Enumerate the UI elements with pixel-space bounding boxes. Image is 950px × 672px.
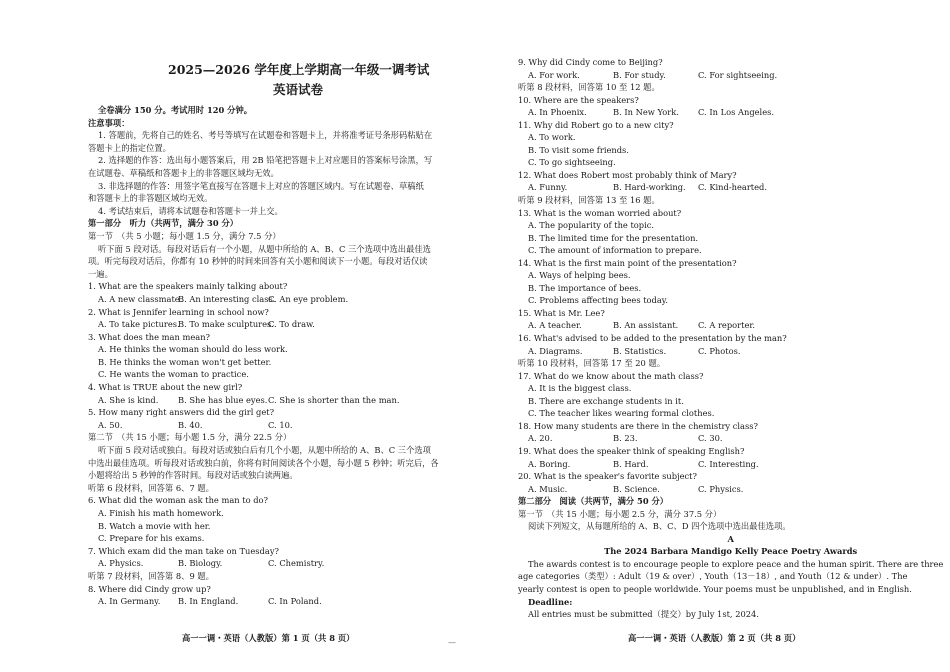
answer-option: C. In Los Angeles.	[698, 107, 775, 118]
text-line: 第二部分 阅读（共两节，满分 50 分）	[518, 496, 669, 507]
text-line: A. To work.	[528, 132, 576, 143]
text-line: 听第 7 段材料，回答第 8、9 题。	[88, 570, 214, 581]
answer-option: C. Physics.	[698, 483, 744, 494]
text-line: The 2024 Barbara Mandigo Kelly Peace Poetry Awards	[604, 546, 858, 557]
text-line: 在试题卷、草稿纸和答题卡上的非答题区域均无效。	[88, 167, 279, 178]
answer-option: A. For work.	[528, 69, 580, 80]
text-line: 第一节 （共 5 小题；每小题 1.5 分，满分 7.5 分）	[88, 230, 281, 241]
answer-options	[518, 181, 943, 194]
text-line: 听第 8 段材料，回答第 10 至 12 题。	[518, 82, 660, 93]
answer-options	[518, 432, 943, 445]
text-line: 16. What's advised to be added to the presentation by the man?	[518, 333, 787, 344]
answer-option: C. Photos.	[698, 345, 741, 356]
text-line: 13. What is the woman worried about?	[518, 207, 682, 218]
text-line: 一遍。	[88, 268, 113, 279]
divider-mark: —	[448, 638, 456, 647]
text-line: 7. Which exam did the man take on Tuesday?	[88, 545, 279, 556]
answer-options	[518, 69, 943, 82]
answer-option: C. An eye problem.	[268, 293, 349, 304]
answer-option: A. A new classmate.	[98, 293, 183, 304]
answer-option: A. Physics.	[98, 558, 144, 569]
text-line: 18. How many students are there in the chemistry class?	[518, 420, 758, 431]
answer-option: C. She is shorter than the man.	[268, 394, 400, 405]
answer-option: A. In Phoenix.	[528, 107, 587, 118]
text-line: 阅读下列短文，从每题所给的 A、B、C、D 四个选项中选出最佳选项。	[528, 521, 791, 532]
text-line: 第一节 （共 15 小题；每小题 2.5 分，满分 37.5 分）	[518, 508, 722, 519]
answer-option: C. To draw.	[268, 319, 315, 330]
text-line: 2. 选择题的作答：选出每小题答案后，用 2B 铅笔把答题卡上对应题目的答案标号涂黑，写	[98, 155, 433, 166]
page-1-footer: 高一一调・英语（人教版）第 1 页（共 8 页）	[182, 633, 355, 643]
answer-option: C. 10.	[268, 419, 293, 430]
answer-option: C. In Poland.	[268, 596, 322, 607]
text-line: 11. Why did Robert go to a new city?	[518, 119, 674, 130]
answer-options	[88, 557, 439, 570]
answer-option: B. An interesting class.	[178, 293, 276, 304]
text-line: 8. Where did Cindy grow up?	[88, 583, 211, 594]
text-line: B. There are exchange students in it.	[528, 395, 684, 406]
answer-option: A. She is kind.	[98, 394, 159, 405]
answer-option: B. 40.	[178, 419, 203, 430]
exam-subtitle: 英语试卷	[272, 82, 323, 97]
text-line: C. The amount of information to prepare.	[528, 245, 702, 256]
answer-options	[518, 345, 943, 358]
answer-option: B. In England.	[178, 596, 239, 607]
answer-option: A. Diagrams.	[528, 345, 583, 356]
text-line: 听下面 5 段对话或独白。每段对话或独白后有几个小题，从题中所给的 A、B、C 三个选项	[98, 445, 431, 456]
page-2	[518, 0, 944, 672]
answer-option: C. For sightseeing.	[698, 69, 778, 80]
text-line: 9. Why did Cindy come to Beijing?	[518, 57, 663, 67]
answer-options	[88, 419, 439, 432]
answer-option: A. In Germany.	[98, 596, 161, 607]
answer-option: A. 20.	[528, 433, 553, 444]
text-line: 5. How many right answers did the girl get?	[88, 407, 275, 418]
text-line: A. He thinks the woman should do less work.	[98, 344, 288, 355]
text-line: 14. What is the first main point of the presentation?	[518, 257, 737, 268]
answer-option: B. She has blue eyes.	[178, 394, 268, 405]
text-line: 20. What is the speaker's favorite subject?	[518, 471, 697, 482]
text-line: 第二节 （共 15 小题；每小题 1.5 分，满分 22.5 分）	[88, 432, 292, 443]
answer-options	[88, 293, 439, 306]
answer-option: C. Chemistry.	[268, 558, 325, 569]
text-line: 10. Where are the speakers?	[518, 94, 639, 105]
answer-option: B. Statistics.	[613, 345, 667, 356]
answer-options	[88, 595, 439, 608]
answer-option: C. Interesting.	[698, 458, 759, 469]
exam-title: 2025—2026 学年度上学期高一年级一调考试	[168, 62, 430, 77]
text-line: 和答题卡上的非答题区域均无效。	[88, 193, 213, 204]
text-line: A. Finish his math homework.	[98, 508, 224, 518]
text-line: C. Prepare for his exams.	[98, 533, 205, 544]
page-1-body	[88, 104, 439, 608]
answer-options	[518, 458, 943, 471]
answer-option: C. A reporter.	[698, 320, 756, 331]
text-line: 1. What are the speakers mainly talking about?	[88, 281, 288, 292]
text-line: 听第 10 段材料，回答第 17 至 20 题。	[518, 358, 666, 369]
text-line: A. Ways of helping bees.	[528, 270, 631, 281]
answer-option: A. Funny.	[528, 182, 568, 193]
text-line: 6. What did the woman ask the man to do?	[88, 495, 268, 506]
text-line: C. Problems affecting bees today.	[528, 295, 669, 306]
text-line: 听第 9 段材料，回答第 13 至 16 题。	[518, 195, 660, 206]
text-line: C. To go sightseeing.	[528, 157, 616, 168]
text-line: 听下面 5 段对话。每段对话后有一个小题，从题中所给的 A、B、C 三个选项中选出最佳选	[98, 243, 431, 254]
answer-options	[88, 394, 439, 407]
page-1	[88, 0, 439, 672]
text-line: A	[727, 533, 734, 544]
text-line: C. The teacher likes wearing formal clothes.	[528, 408, 715, 419]
text-line: yearly contest is open to people worldwide. Your poems must be unpublished, and in English.	[518, 583, 912, 594]
text-line: 19. What does the speaker think of speaking English?	[518, 445, 745, 456]
text-line: 小题将给出 5 秒钟的作答时间。每段对话或独白读两遍。	[88, 470, 298, 481]
text-line: B. The limited time for the presentation.	[528, 232, 699, 243]
answer-option: A. 50.	[98, 419, 123, 430]
text-line: B. He thinks the woman won't get better.	[98, 356, 272, 367]
answer-option: A. To take pictures.	[98, 319, 180, 330]
answer-option: B. An assistant.	[613, 320, 679, 331]
text-line: B. The importance of bees.	[528, 282, 642, 293]
answer-option: B. To make sculptures.	[178, 319, 274, 330]
text-line: 答题卡上的指定位置。	[88, 142, 171, 153]
text-line: B. To visit some friends.	[528, 144, 629, 155]
text-line: 第一部分 听力（共两节，满分 30 分）	[88, 218, 239, 229]
text-line: 3. 非选择题的作答：用签字笔直接写在答题卡上对应的答题区域内。写在试题卷、草稿纸	[98, 180, 424, 191]
answer-options	[518, 319, 943, 332]
text-line: A. It is the biggest class.	[528, 383, 632, 394]
text-line: 中选出最佳选项。听每段对话或独白前，你将有时间阅读各个小题，每小题 5 秒钟；听完后，各	[88, 457, 439, 468]
text-line: 注意事项：	[88, 117, 130, 128]
answer-option: B. Hard-working.	[613, 182, 686, 193]
text-line: age categories（类型）: Adult（19 & over）, Youth（13－18）, and Youth（12 & under）. The	[518, 571, 908, 582]
text-line: 2. What is Jennifer learning in school now?	[88, 306, 269, 317]
text-line: A. The popularity of the topic.	[528, 220, 655, 231]
text-line: All entries must be submitted（提交）by July 1st, 2024.	[528, 609, 759, 620]
answer-option: A. Music.	[528, 483, 568, 494]
text-line: 17. What do we know about the math class?	[518, 370, 704, 381]
answer-options	[88, 318, 439, 331]
text-line: Deadline:	[528, 596, 573, 607]
answer-option: B. For study.	[613, 69, 666, 80]
text-line: 3. What does the man mean?	[88, 331, 210, 342]
text-line: 1. 答题前，先将自己的姓名、考号等填写在试题卷和答题卡上，并将准考证号条形码粘贴在	[98, 130, 433, 141]
text-line: 听第 6 段材料，回答第 6、7 题。	[88, 482, 214, 493]
text-line: 4. 考试结束后，请将本试题卷和答题卡一并上交。	[98, 205, 283, 216]
text-line: 15. What is Mr. Lee?	[518, 307, 605, 318]
text-line: 12. What does Robert most probably think of Mary?	[518, 169, 737, 180]
text-line: C. He wants the woman to practice.	[98, 369, 249, 380]
answer-option: B. 23.	[613, 433, 638, 444]
answer-option: C. 30.	[698, 433, 723, 444]
answer-option: C. Kind-hearted.	[698, 182, 767, 193]
answer-option: B. Hard.	[613, 458, 649, 469]
text-line: 项。听完每段对话后，你都有 10 秒钟的时间来回答有关小题和阅读下一小题。每段对话仅读	[88, 256, 428, 267]
answer-options	[518, 106, 943, 119]
page-2-footer: 高一一调・英语（人教版）第 2 页（共 8 页）	[628, 633, 801, 643]
page-2-body	[518, 56, 943, 621]
answer-option: B. Biology.	[178, 558, 223, 569]
answer-option: B. Science.	[613, 483, 660, 494]
answer-option: A. A teacher.	[528, 320, 582, 331]
answer-options	[518, 483, 943, 496]
text-line: B. Watch a movie with her.	[98, 520, 211, 531]
text-line: 全卷满分 150 分。考试用时 120 分钟。	[98, 105, 253, 115]
text-line: 4. What is TRUE about the new girl?	[88, 382, 243, 393]
text-line: The awards contest is to encourage people to explore peace and the human spirit. There are three	[528, 558, 944, 569]
answer-option: A. Boring.	[528, 458, 571, 469]
answer-option: B. In New York.	[613, 107, 679, 118]
